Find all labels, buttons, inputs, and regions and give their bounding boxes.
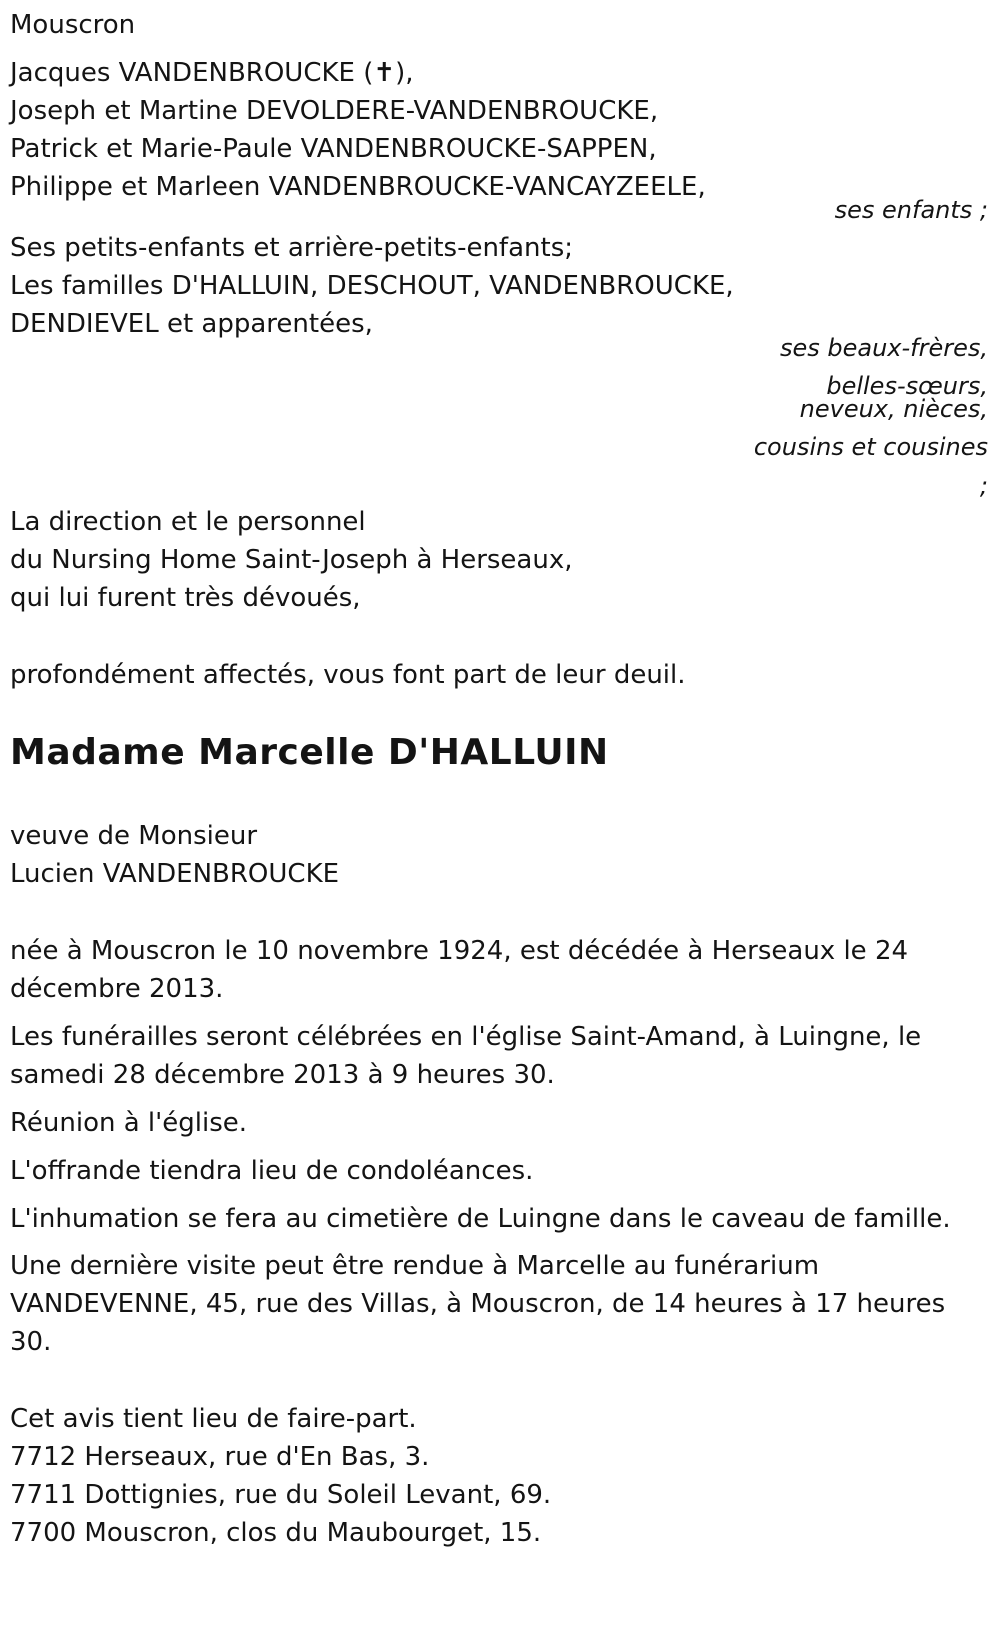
- address-line-3: 7700 Mouscron, clos du Maubourget, 15.: [10, 1518, 542, 1548]
- staff-line-3: qui lui furent très dévoués,: [10, 583, 361, 613]
- deceased-name: Madame Marcelle D'HALLUIN: [10, 732, 609, 773]
- relatives-label-5: ;: [979, 472, 988, 500]
- visit-line-2: VANDEVENNE, 45, rue des Villas, à Mouscron, de 14 heures à 17 heures: [10, 1289, 946, 1319]
- grandchildren-line: Ses petits-enfants et arrière-petits-enfants;: [10, 233, 573, 263]
- staff-line-1: La direction et le personnel: [10, 507, 366, 537]
- funeral-line-1: Les funérailles seront célébrées en l'église Saint-Amand, à Luingne, le: [10, 1022, 922, 1052]
- staff-line-2: du Nursing Home Saint-Joseph à Herseaux,: [10, 545, 573, 575]
- birth-death-line-2: décembre 2013.: [10, 974, 224, 1004]
- visit-line-3: 30.: [10, 1327, 52, 1357]
- relatives-label-1: ses beaux-frères,: [779, 334, 988, 362]
- funeral-line-2: samedi 28 décembre 2013 à 9 heures 30.: [10, 1060, 555, 1090]
- widow-line-1: veuve de Monsieur: [10, 821, 258, 851]
- meeting-line: Réunion à l'église.: [10, 1108, 248, 1138]
- child-line-2: Joseph et Martine DEVOLDERE-VANDENBROUCKE,: [10, 96, 659, 126]
- visit-line-1: Une dernière visite peut être rendue à Marcelle au funérarium: [10, 1251, 820, 1281]
- families-line-1: Les familles D'HALLUIN, DESCHOUT, VANDENBROUCKE,: [10, 271, 734, 301]
- town-heading: Mouscron: [10, 10, 136, 40]
- child-line-1: Jacques VANDENBROUCKE (✝),: [10, 58, 414, 88]
- relatives-label-4: cousins et cousines: [753, 433, 988, 461]
- families-line-2: DENDIEVEL et apparentées,: [10, 309, 373, 339]
- child-line-4: Philippe et Marleen VANDENBROUCKE-VANCAYZEELE,: [10, 172, 706, 202]
- children-label: ses enfants ;: [834, 196, 988, 224]
- relatives-label-2: belles-sœurs,: [826, 372, 988, 400]
- announcement-line: profondément affectés, vous font part de leur deuil.: [10, 660, 686, 690]
- widow-line-2: Lucien VANDENBROUCKE: [10, 859, 340, 889]
- notice-line: Cet avis tient lieu de faire-part.: [10, 1404, 417, 1434]
- child-line-3: Patrick et Marie-Paule VANDENBROUCKE-SAPPEN,: [10, 134, 657, 164]
- address-line-1: 7712 Herseaux, rue d'En Bas, 3.: [10, 1442, 430, 1472]
- birth-death-line-1: née à Mouscron le 10 novembre 1924, est décédée à Herseaux le 24: [10, 936, 909, 966]
- offering-line: L'offrande tiendra lieu de condoléances.: [10, 1156, 534, 1186]
- relatives-label-3: neveux, nièces,: [799, 395, 988, 423]
- burial-line: L'inhumation se fera au cimetière de Luingne dans le caveau de famille.: [10, 1204, 951, 1234]
- address-line-2: 7711 Dottignies, rue du Soleil Levant, 69.: [10, 1480, 552, 1510]
